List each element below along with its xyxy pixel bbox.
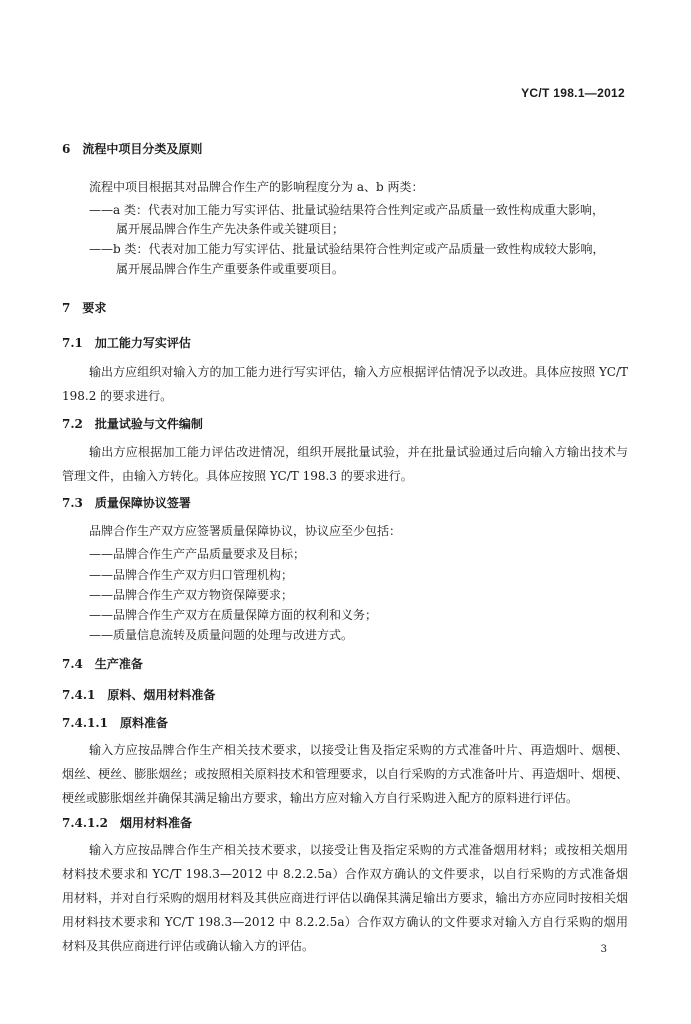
page-number: 3 bbox=[600, 944, 607, 955]
section-title: 加工能力写实评估 bbox=[94, 336, 191, 350]
section-7-heading bbox=[62, 299, 106, 316]
list-item-a-line1: ——a 类：代表对加工能力写实评估、批量试验结果符合性判定或产品质量一致性构成重大影响， bbox=[89, 203, 604, 217]
list-item: ——质量信息流转及质量问题的处理与改进方式。 bbox=[89, 628, 354, 642]
section-title: 烟用材料准备 bbox=[119, 816, 192, 830]
section-title: 生产准备 bbox=[94, 657, 143, 671]
section-title: 质量保障协议签署 bbox=[94, 496, 191, 510]
list-item-a-line2: 属开展品牌合作生产先决条件或关键项目； bbox=[116, 222, 345, 236]
section-7-4-1-heading bbox=[62, 686, 215, 703]
section-title: 要求 bbox=[82, 301, 107, 315]
standard-code: YC/T 198.1—2012 bbox=[521, 86, 625, 100]
list-item-b-line2: 属开展品牌合作生产重要条件或重要项目。 bbox=[116, 262, 345, 276]
section-7-1-heading bbox=[62, 334, 191, 351]
section-title: 原料、烟用材料准备 bbox=[107, 688, 216, 702]
list-item: ——品牌合作生产双方物资保障要求； bbox=[89, 588, 294, 602]
section-number: 7.4.1.2 bbox=[62, 816, 108, 830]
section-number: 7.3 bbox=[62, 496, 83, 510]
section-number: 7.4.1 bbox=[62, 688, 96, 702]
section-title: 流程中项目分类及原则 bbox=[82, 142, 203, 156]
section-number: 6 bbox=[62, 142, 71, 156]
section-7-1-body: 输出方应组织对输入方的加工能力进行写实评估，输入方应根据评估情况予以改进。具体应按照 YC/T 198.2 的要求进行。 bbox=[62, 365, 628, 403]
section-number: 7.2 bbox=[62, 417, 83, 431]
section-number: 7.4.1.1 bbox=[62, 716, 108, 730]
section-7-4-1-2-heading bbox=[62, 814, 192, 831]
section-number: 7.4 bbox=[62, 657, 83, 671]
section-7-4-1-2-body: 输入方应按品牌合作生产相关技术要求，以接受让售及指定采购的方式准备烟用材料；或按相关烟用材料技术要求和 YC/T 198.3—2012 中 8.2.2.5a）合作双方确认的文件要求，以自行采购的方式准备烟用材料，并对自行采购的烟用材料及其供应商进行评估以确保其满足输出方要求，输出方亦应同时按相关烟用材料技术要求和 YC/T 198.3—2012 中 8.2.2.5a）合作双方确认的文件要求对输入方自行采购的烟用材料及其供应商进行评估或确认输入方的评估。 bbox=[62, 843, 628, 953]
list-item: ——品牌合作生产双方归口管理机构； bbox=[89, 568, 294, 582]
section-7-3-heading bbox=[62, 494, 191, 511]
section-7-2-body: 输出方应根据加工能力评估改进情况，组织开展批量试验，并在批量试验通过后向输入方输出技术与管理文件，由输入方转化。具体应按照 YC/T 198.3 的要求进行。 bbox=[62, 445, 628, 483]
list-item: ——品牌合作生产产品质量要求及目标； bbox=[89, 547, 306, 561]
section-7-4-1-1-body: 输入方应按品牌合作生产相关技术要求，以接受让售及指定采购的方式准备叶片、再造烟叶、烟梗、烟丝、梗丝、膨胀烟丝；或按照相关原料技术和管理要求，以自行采购的方式准备叶片、再造烟叶、烟梗、梗丝或膨胀烟丝并确保其满足输出方要求，输出方应对输入方自行采购进入配方的原料进行评估。 bbox=[62, 743, 628, 805]
section-number: 7 bbox=[62, 301, 71, 315]
section-title: 原料准备 bbox=[119, 716, 168, 730]
section-7-3-intro: 品牌合作生产双方应签署质量保障协议，协议应至少包括： bbox=[89, 524, 402, 538]
section-7-4-1-1-heading bbox=[62, 714, 168, 731]
section-6-intro: 流程中项目根据其对品牌合作生产的影响程度分为 a、b 两类： bbox=[89, 180, 424, 194]
section-6-heading bbox=[62, 140, 202, 157]
section-7-2-heading bbox=[62, 415, 203, 432]
section-7-4-heading bbox=[62, 655, 143, 672]
section-title: 批量试验与文件编制 bbox=[94, 417, 203, 431]
list-item-b-line1: ——b 类：代表对加工能力写实评估、批量试验结果符合性判定或产品质量一致性构成较大影响， bbox=[89, 242, 605, 256]
list-item: ——品牌合作生产双方在质量保障方面的权利和义务； bbox=[89, 608, 378, 622]
section-number: 7.1 bbox=[62, 336, 83, 350]
